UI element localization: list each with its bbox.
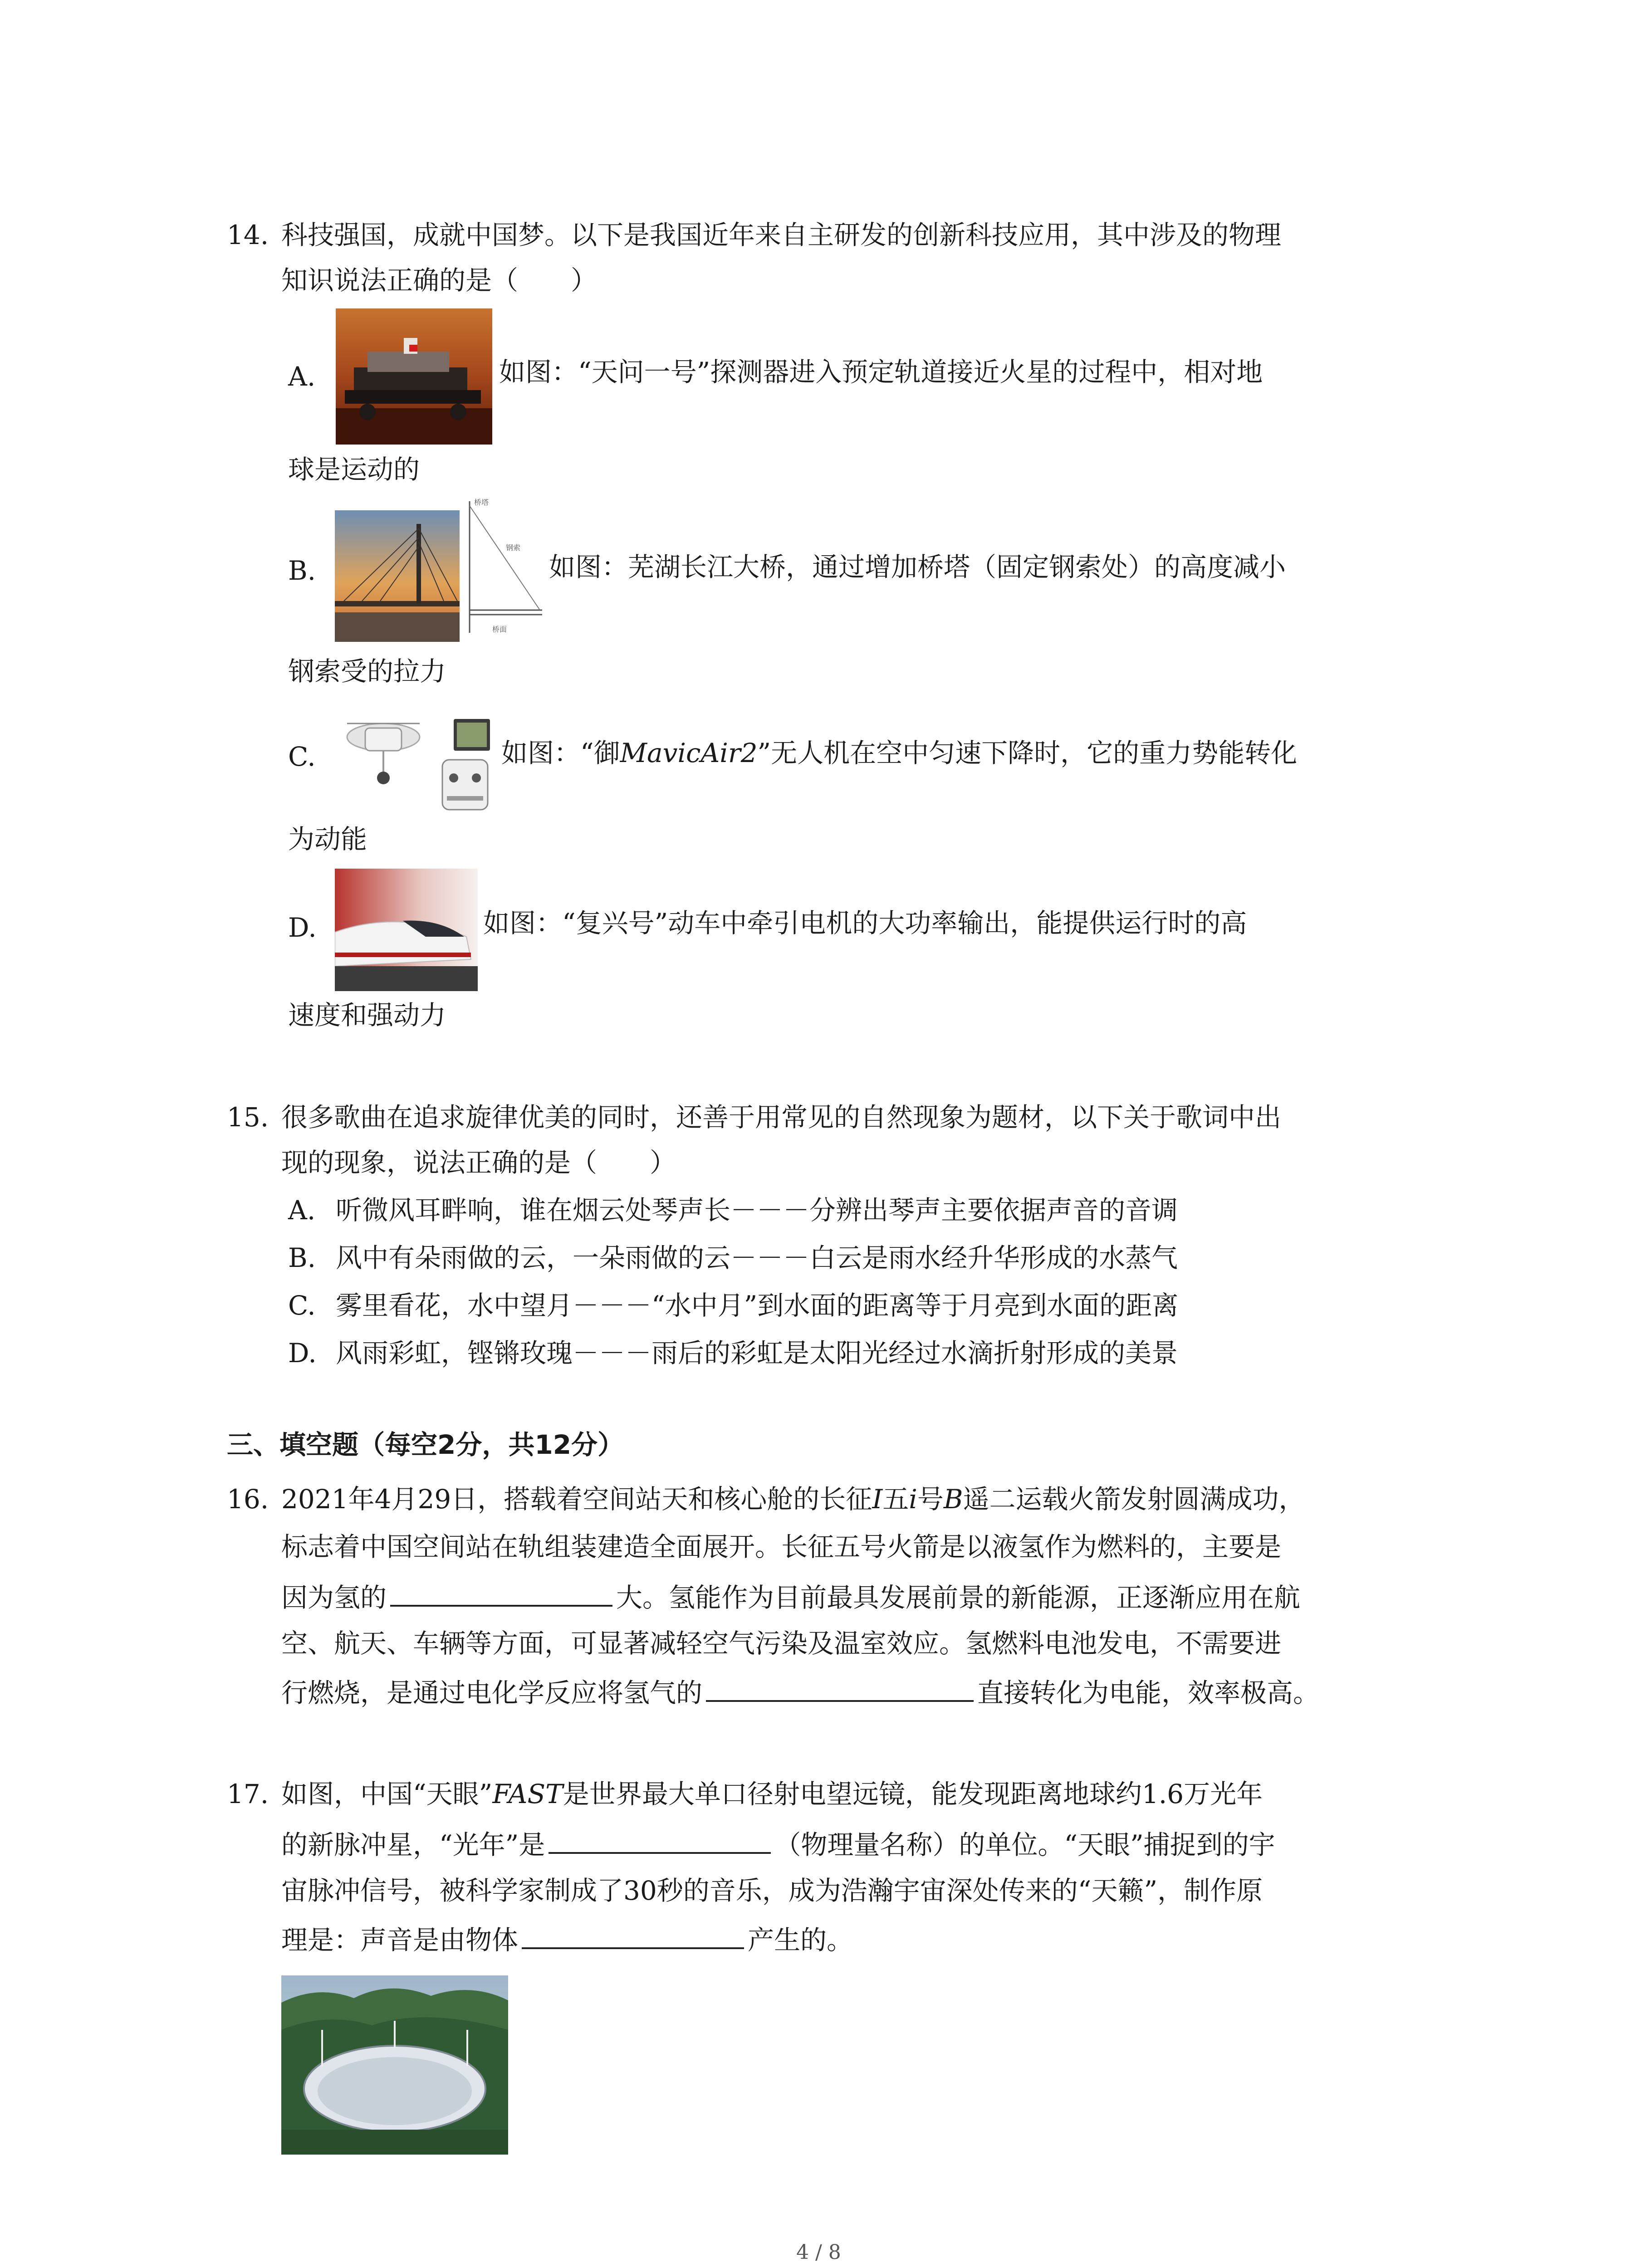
q17-line2a: 的新脉冲星，“光年”是 (281, 1829, 545, 1860)
q17-line2b: （物理量名称）的单位。“天眼”捕捉到的宇 (774, 1829, 1275, 1860)
q16-line3 (281, 1578, 1300, 1616)
q15-option-c-text: 雾里看花，水中望月－－－“水中月”到水面的距离等于月亮到水面的距离 (336, 1290, 1179, 1321)
q14-option-b-letter: B. (288, 555, 316, 586)
q16-line1 (281, 1481, 1305, 1517)
q17-line4 (281, 1920, 853, 1958)
q15-option-c-letter: C. (288, 1290, 316, 1321)
q14-number: 14. (227, 220, 269, 250)
q14-option-d-text1: 如图：“复兴号”动车中牵引电机的大功率输出，能提供运行时的高 (483, 908, 1247, 938)
q14-option-c-text1b: ”无人机在空中匀速下降时，它的重力势能转化 (757, 738, 1298, 768)
q17-blank-2[interactable] (522, 1920, 744, 1949)
q16-line1c: 号 (917, 1484, 944, 1515)
q14-option-b-text1: 如图：芜湖长江大桥，通过增加桥塔（固定钢索处）的高度减小 (549, 552, 1286, 582)
q15-stem-line1: 很多歌曲在追求旋律优美的同时，还善于用常见的自然现象为题材，以下关于歌词中出 (281, 1102, 1282, 1133)
q17-line1a: 如图，中国“天眼” (281, 1779, 493, 1809)
q16-line1d: 遥二运载火箭发射圆满成功， (963, 1484, 1305, 1515)
q17-blank-1[interactable] (549, 1825, 771, 1854)
q16-line1a: 2021年4月29日，搭载着空间站天和核心舱的长征 (281, 1484, 872, 1515)
diagram-label-cable: 钢索 (506, 543, 521, 552)
q14-option-c-text2: 为动能 (288, 824, 367, 855)
q14-stem-line2: 知识说法正确的是（ ） (281, 265, 598, 296)
q16-line5 (281, 1673, 1319, 1711)
q14-option-a-text1: 如图：“天问一号”探测器进入预定轨道接近火星的过程中，相对地 (499, 357, 1263, 387)
q16-line3a: 因为氢的 (281, 1582, 387, 1613)
q16-line1b: 五 (882, 1484, 909, 1515)
q14-option-a-letter: A. (288, 361, 316, 392)
mars-probe-image (336, 308, 492, 445)
q16-italic-a: I (872, 1484, 883, 1515)
q16-italic-c: B (943, 1484, 963, 1515)
q17-line4a: 理是：声音是由物体 (281, 1925, 519, 1955)
q15-option-a-letter: A. (288, 1195, 316, 1226)
bridge-image (335, 510, 460, 642)
page-number: 4 / 8 (796, 2241, 841, 2264)
q15-number: 15. (227, 1102, 269, 1133)
q14-option-c-text1 (501, 735, 1297, 771)
q17-line3: 宙脉冲信号，被科学家制成了30秒的音乐，成为浩瀚宇宙深处传来的“天籁”，制作原 (281, 1875, 1263, 1906)
q16-line3b: 大。氢能作为目前最具发展前景的新能源，正逐渐应用在航 (616, 1582, 1301, 1613)
q15-option-a-text: 听微风耳畔响，谁在烟云处琴声长－－－分辨出琴声主要依据声音的音调 (336, 1195, 1178, 1226)
q14-option-a-text2: 球是运动的 (288, 454, 420, 485)
q17-fast: FAST (492, 1779, 563, 1809)
section-title-fill-in: 三、填空题（每空2分，共12分） (227, 1429, 624, 1460)
q15-option-b-letter: B. (288, 1242, 316, 1273)
q14-option-d-letter: D. (288, 912, 317, 943)
q14-option-d-text2: 速度和强动力 (288, 1000, 446, 1031)
q17-line1b: 是世界最大单口径射电望远镜，能发现距离地球约1.6万光年 (563, 1779, 1263, 1809)
q17-line2 (281, 1825, 1275, 1863)
q16-line5a: 行燃烧，是通过电化学反应将氢气的 (281, 1677, 703, 1708)
q17-number: 17. (227, 1779, 269, 1809)
diagram-label-tower: 桥塔 (474, 498, 489, 507)
bridge-force-diagram (460, 497, 547, 646)
q14-stem-line1: 科技强国，成就中国梦。以下是我国近年来自主研发的创新科技应用，其中涉及的物理 (281, 220, 1282, 250)
fast-telescope-image (281, 1975, 508, 2155)
q15-option-d-letter: D. (288, 1338, 317, 1369)
q14-option-c-letter: C. (288, 741, 316, 772)
q16-number: 16. (227, 1484, 269, 1515)
q14-option-c-text1a: 如图：“御 (501, 738, 620, 768)
q15-option-d-text: 风雨彩虹，铿锵玫瑰－－－雨后的彩虹是太阳光经过水滴折射形成的美景 (336, 1338, 1178, 1369)
diagram-label-deck: 桥面 (492, 625, 507, 634)
q16-italic-b: i (909, 1484, 917, 1515)
q15-stem-line2: 现的现象，说法正确的是（ ） (281, 1147, 676, 1178)
q16-blank-2[interactable] (706, 1673, 974, 1702)
drone-image (333, 710, 495, 819)
fuxing-train-image (335, 869, 478, 991)
q15-option-b-text: 风中有朵雨做的云，一朵雨做的云－－－白云是雨水经升华形成的水蒸气 (336, 1242, 1178, 1273)
q16-line2: 标志着中国空间站在轨组装建造全面展开。长征五号火箭是以液氢作为燃料的，主要是 (281, 1531, 1282, 1562)
q16-line5b: 直接转化为电能，效率极高。 (977, 1677, 1320, 1708)
q17-line1 (281, 1776, 1263, 1812)
q16-blank-1[interactable] (390, 1578, 612, 1607)
q14-option-c-model: MavicAir2 (620, 738, 758, 768)
q17-line4b: 产生的。 (748, 1925, 853, 1955)
q14-option-b-text2: 钢索受的拉力 (288, 656, 446, 687)
q16-line4: 空、航天、车辆等方面，可显著减轻空气污染及温室效应。氢燃料电池发电，不需要进 (281, 1628, 1282, 1659)
